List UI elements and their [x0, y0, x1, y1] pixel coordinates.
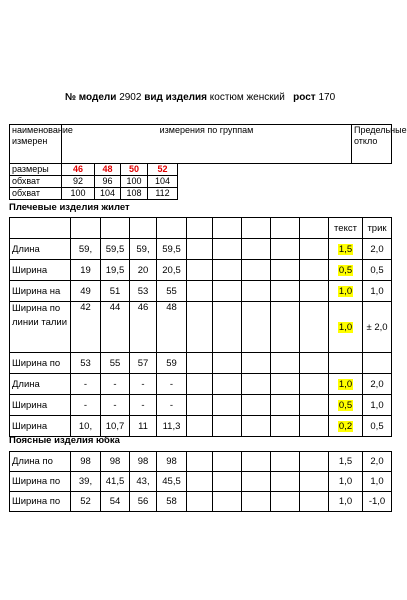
- measurement-label: Ширина: [10, 395, 71, 416]
- text-tolerance: 1,0: [329, 374, 363, 395]
- value-cell: 92: [62, 176, 95, 188]
- value-cell: 45,5: [157, 472, 187, 492]
- knit-tolerance: 0,5: [363, 260, 392, 281]
- blank-cell: [178, 164, 352, 176]
- text-tolerance: 0,5: [329, 260, 363, 281]
- row-label: обхват: [10, 176, 62, 188]
- value-cell: 19,5: [101, 260, 130, 281]
- value-cell: 46: [130, 302, 157, 353]
- text-tolerance: [329, 353, 363, 374]
- size-50: 50: [121, 164, 148, 176]
- value-cell: 100: [62, 188, 95, 200]
- measurement-label: Ширина: [10, 260, 71, 281]
- value-cell: 55: [101, 353, 130, 374]
- knit-tolerance: 2,0: [363, 452, 392, 472]
- value-cell: 20,5: [157, 260, 187, 281]
- knit-tolerance: -1,0: [363, 492, 392, 512]
- value-cell: 53: [130, 281, 157, 302]
- value-cell: 11,3: [157, 416, 187, 437]
- knit-tolerance: 1,0: [363, 281, 392, 302]
- table-row: [10, 260, 392, 281]
- table-row: [10, 416, 392, 437]
- value-cell: 56: [130, 492, 157, 512]
- knit-tolerance: ± 2,0: [363, 302, 392, 353]
- table-row: [10, 452, 392, 472]
- knit-tolerance: [363, 353, 392, 374]
- height-label: рост: [293, 92, 316, 103]
- value-cell: 49: [71, 281, 101, 302]
- text-tolerance: 1,0: [329, 302, 363, 353]
- table-row: [10, 395, 392, 416]
- value-cell: 11: [130, 416, 157, 437]
- item-label: вид изделия: [144, 92, 208, 103]
- name-header: наименование измерен: [10, 125, 62, 164]
- table-row: [10, 353, 392, 374]
- value-cell: 44: [101, 302, 130, 353]
- value-cell: -: [71, 374, 101, 395]
- value-cell: 96: [95, 176, 121, 188]
- value-cell: 59,: [130, 239, 157, 260]
- measurement-label: Длина: [10, 239, 71, 260]
- measurement-label: Ширина по: [10, 472, 71, 492]
- measurement-label: Ширина по линии талии: [10, 302, 71, 353]
- document-title: [0, 92, 400, 103]
- blank-cell: [352, 188, 392, 200]
- height-value: 170: [318, 92, 336, 103]
- value-cell: -: [130, 374, 157, 395]
- text-tolerance: 0,2: [329, 416, 363, 437]
- blank-cell: [352, 164, 392, 176]
- size-52: 52: [148, 164, 178, 176]
- value-cell: 55: [157, 281, 187, 302]
- table-row: [10, 374, 392, 395]
- value-cell: 42: [71, 302, 101, 353]
- value-cell: 58: [157, 492, 187, 512]
- value-cell: 98: [157, 452, 187, 472]
- text-tolerance: 1,0: [329, 281, 363, 302]
- text-tolerance: 1,5: [329, 239, 363, 260]
- measurement-label: Ширина по: [10, 492, 71, 512]
- value-cell: 41,5: [101, 472, 130, 492]
- text-tolerance: 1,0: [329, 472, 363, 492]
- measurement-label: Длина по: [10, 452, 71, 472]
- vest-section-title: Плечевые изделия жилет: [9, 202, 130, 213]
- value-cell: 104: [95, 188, 121, 200]
- value-cell: 39,: [71, 472, 101, 492]
- table-row: [10, 302, 392, 353]
- value-cell: 98: [101, 452, 130, 472]
- value-cell: 108: [121, 188, 148, 200]
- value-cell: 10,7: [101, 416, 130, 437]
- blank-cell: [178, 188, 352, 200]
- value-cell: 48: [157, 302, 187, 353]
- measurement-label: Ширина: [10, 416, 71, 437]
- value-cell: 112: [148, 188, 178, 200]
- value-cell: -: [157, 395, 187, 416]
- value-cell: 43,: [130, 472, 157, 492]
- vest-table: [9, 217, 392, 437]
- value-cell: 59: [157, 353, 187, 374]
- sizes-label: размеры: [10, 164, 62, 176]
- table-row: [10, 472, 392, 492]
- value-cell: 19: [71, 260, 101, 281]
- model-label: № модели: [64, 92, 117, 103]
- groups-header: измерения по группам: [62, 125, 352, 164]
- value-cell: 59,: [71, 239, 101, 260]
- knit-tolerance: 1,0: [363, 472, 392, 492]
- knit-tolerance: 2,0: [363, 239, 392, 260]
- measurement-label: Ширина на: [10, 281, 71, 302]
- value-cell: 59,5: [101, 239, 130, 260]
- value-cell: -: [101, 374, 130, 395]
- text-tolerance: 1,0: [329, 492, 363, 512]
- header-table: [9, 124, 407, 200]
- value-cell: 54: [101, 492, 130, 512]
- skirt-section-title: Поясные изделия юбка: [9, 435, 120, 446]
- value-cell: 51: [101, 281, 130, 302]
- value-cell: -: [130, 395, 157, 416]
- item-value: костюм женский: [209, 92, 285, 103]
- knit-tolerance: 0,5: [363, 416, 392, 437]
- value-cell: -: [157, 374, 187, 395]
- value-cell: 10,: [71, 416, 101, 437]
- value-cell: 52: [71, 492, 101, 512]
- row-label: обхват: [10, 188, 62, 200]
- table-row: [10, 239, 392, 260]
- text-column-header: текст: [329, 218, 363, 239]
- skirt-table: [9, 451, 392, 512]
- table-row: [10, 281, 392, 302]
- value-cell: -: [101, 395, 130, 416]
- value-cell: 57: [130, 353, 157, 374]
- value-cell: 104: [148, 176, 178, 188]
- table-row: [10, 492, 392, 512]
- value-cell: 100: [121, 176, 148, 188]
- knit-tolerance: 2,0: [363, 374, 392, 395]
- blank-cell: [10, 218, 71, 239]
- value-cell: 53: [71, 353, 101, 374]
- measurement-label: Длина: [10, 374, 71, 395]
- value-cell: 20: [130, 260, 157, 281]
- measurement-label: Ширина по: [10, 353, 71, 374]
- value-cell: 59,5: [157, 239, 187, 260]
- size-46: 46: [62, 164, 95, 176]
- model-number: 2902: [119, 92, 142, 103]
- value-cell: 98: [130, 452, 157, 472]
- size-48: 48: [95, 164, 121, 176]
- blank-cell: [352, 176, 392, 188]
- blank-cell: [178, 176, 352, 188]
- value-cell: -: [71, 395, 101, 416]
- value-cell: 98: [71, 452, 101, 472]
- knit-tolerance: 1,0: [363, 395, 392, 416]
- text-tolerance: 1,5: [329, 452, 363, 472]
- knit-column-header: трик: [363, 218, 392, 239]
- limits-header: Предельные откло: [352, 125, 392, 164]
- text-tolerance: 0,5: [329, 395, 363, 416]
